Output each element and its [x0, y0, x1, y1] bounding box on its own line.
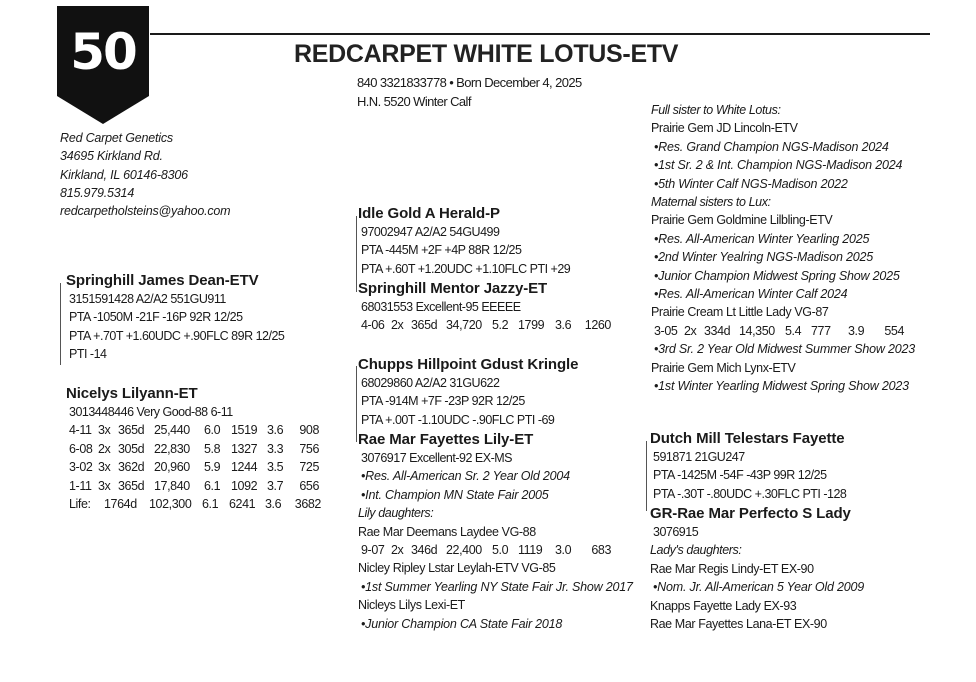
- maternal-sister-honor: •Res. All-American Winter Yearling 2025: [654, 231, 870, 246]
- breeder-name: Red Carpet Genetics: [60, 131, 173, 145]
- mgd-dam-name: GR-Rae Mar Perfecto S Lady: [650, 505, 851, 522]
- lady-daughter-name: Knapps Fayette Lady EX-93: [650, 598, 797, 613]
- maternal-gd-block: [358, 430, 633, 633]
- sire-line: 3151591428 A2/A2 551GU911: [69, 292, 226, 306]
- lot-number: 50: [70, 23, 136, 81]
- page-title: REDCARPET WHITE LOTUS-ETV: [294, 40, 679, 68]
- maternal-sister-honor: •2nd Winter Yealring NGS-Madison 2025: [654, 250, 873, 265]
- mgd-sire-line: PTA -1425M -54F -43P 99R 12/25: [653, 468, 827, 483]
- paternal-grandsire-line: 97002947 A2/A2 54GU499: [361, 225, 500, 239]
- maternal-gs-block: [358, 355, 578, 429]
- lily-daughter-honor: •1st Summer Yearling NY State Fair Jr. Show 2017: [361, 579, 633, 594]
- paternal-grandsire-line: PTA +.60T +1.20UDC +1.10FLC PTI +29: [361, 261, 571, 276]
- lily-daughter-name: Nicley Ripley Lstar Leylah-ETV VG-85: [358, 561, 556, 576]
- maternal-sister-name: Prairie Gem Mich Lynx-ETV: [651, 360, 796, 375]
- dam-record-row: 4-11 3x 365d 25,440 6.0 1519 3.6 908: [69, 423, 319, 438]
- dam-record-row: 1-11 3x 365d 17,840 6.1 1092 3.7 656: [69, 478, 319, 493]
- lily-daughters-label: Lily daughters:: [358, 506, 434, 521]
- maternal-sister-record: 3-05 2x 334d 14,350 5.4 777 3.9 554: [654, 323, 904, 338]
- lily-daughter-record: 9-07 2x 346d 22,400 5.0 1119 3.0 683: [361, 543, 611, 558]
- dam-block: [66, 384, 321, 513]
- maternal-sister-honor: •Junior Champion Midwest Spring Show 2025: [654, 268, 900, 283]
- lily-daughter-name: Rae Mar Deemans Laydee VG-88: [358, 524, 536, 539]
- maternal-granddam-name: Rae Mar Fayettes Lily-ET: [358, 431, 534, 448]
- mgd-bracket: [646, 441, 647, 511]
- full-sister-honor: •1st Sr. 2 & Int. Champion NGS-Madison 2024: [654, 158, 903, 173]
- paternal-grandsire-line: PTA -445M +2F +4P 88R 12/25: [361, 243, 522, 258]
- dam-id-line: 3013448446 Very Good-88 6-11: [69, 405, 233, 419]
- breeder-phone: 815.979.5314: [60, 185, 135, 200]
- paternal-granddam-name: Springhill Mentor Jazzy-ET: [358, 280, 548, 297]
- lady-daughter-name: Rae Mar Regis Lindy-ET EX-90: [650, 561, 814, 576]
- lily-daughter-name: Nicleys Lilys Lexi-ET: [358, 598, 465, 613]
- maternal-sister-name: Prairie Cream Lt Little Lady VG-87: [651, 305, 829, 320]
- registration-line: 840 3321833778 • Born December 4, 2025: [357, 75, 582, 90]
- lady-daughter-name: Rae Mar Fayettes Lana-ET EX-90: [650, 617, 827, 632]
- lady-daughters-label: Lady's daughters:: [650, 543, 742, 558]
- maternal-sisters-label: Maternal sisters to Lux:: [651, 195, 771, 210]
- paternal-grandsire-name: Idle Gold A Herald-P: [358, 205, 500, 222]
- header-rule: [150, 33, 930, 35]
- mgd-dam-block: [650, 504, 864, 633]
- full-sister-honor: •Res. Grand Champion NGS-Madison 2024: [654, 139, 889, 154]
- maternal-grandsire-line: PTA +.00T -1.10UDC -.90FLC PTI -69: [361, 412, 555, 427]
- sisters-block: [651, 101, 915, 396]
- sire-name: Springhill James Dean-ETV: [66, 272, 259, 289]
- maternal-sister-honor: •1st Winter Yearling Midwest Spring Show 2023: [654, 379, 909, 394]
- dam-name: Nicelys Lilyann-ET: [66, 385, 198, 402]
- paternal-granddam-record: 4-06 2x 365d 34,720 5.2 1799 3.6 1260: [361, 318, 611, 333]
- maternal-grandsire-line: 68029860 A2/A2 31GU622: [361, 376, 500, 390]
- paternal-granddam-id: 68031553 Excellent-95 EEEEE: [361, 300, 521, 314]
- dam-lifetime-row: Life: 1764d 102,300 6.1 6241 3.6 3682: [69, 497, 321, 512]
- maternal-granddam-honor: •Res. All-American Sr. 2 Year Old 2004: [361, 469, 570, 484]
- dam-record-row: 6-08 2x 305d 22,830 5.8 1327 3.3 756: [69, 441, 319, 456]
- mgd-sire-line: PTA -.30T -.80UDC +.30FLC PTI -128: [653, 486, 847, 501]
- full-sister-label: Full sister to White Lotus:: [651, 103, 781, 117]
- lily-daughter-honor: •Junior Champion CA State Fair 2018: [361, 616, 563, 631]
- breeder-contact: [60, 129, 230, 220]
- sire-block: [66, 271, 284, 364]
- mgd-sire-block: [650, 429, 846, 503]
- maternal-grandsire-name: Chupps Hillpoint Gdust Kringle: [358, 356, 579, 373]
- mgd-sire-name: Dutch Mill Telestars Fayette: [650, 430, 845, 447]
- maternal-sister-honor: •Res. All-American Winter Calf 2024: [654, 287, 848, 302]
- sire-line: PTA +.70T +1.60UDC +.90FLC 89R 12/25: [69, 328, 285, 343]
- mgd-sire-line: 591871 21GU247: [653, 450, 745, 464]
- full-sister-name: Prairie Gem JD Lincoln-ETV: [651, 121, 798, 136]
- full-sister-honor: •5th Winter Calf NGS-Madison 2022: [654, 176, 848, 191]
- mgd-dam-id: 3076915: [653, 525, 699, 539]
- sire-line: PTI -14: [69, 347, 107, 362]
- maternal-granddam-honor: •Int. Champion MN State Fair 2005: [361, 487, 549, 502]
- dam-record-row: 3-02 3x 362d 20,960 5.9 1244 3.5 725: [69, 460, 319, 475]
- herd-number-line: H.N. 5520 Winter Calf: [357, 94, 471, 109]
- lady-daughter-honor: •Nom. Jr. All-American 5 Year Old 2009: [653, 580, 864, 595]
- paternal-gs-block: [358, 204, 570, 278]
- paternal-bracket: [356, 216, 357, 292]
- maternal-sister-name: Prairie Gem Goldmine Lilbling-ETV: [651, 213, 833, 228]
- maternal-granddam-id: 3076917 Excellent-92 EX-MS: [361, 451, 512, 465]
- maternal-bracket: [356, 366, 357, 442]
- sire-bracket: [60, 283, 61, 365]
- breeder-address-1: 34695 Kirkland Rd.: [60, 149, 163, 164]
- lot-badge: [57, 6, 149, 124]
- breeder-email: redcarpetholsteins@yahoo.com: [60, 204, 231, 219]
- sire-line: PTA -1050M -21F -16P 92R 12/25: [69, 310, 243, 325]
- maternal-sister-honor: •3rd Sr. 2 Year Old Midwest Summer Show 2023: [654, 342, 915, 357]
- paternal-gd-block: [358, 279, 611, 335]
- maternal-grandsire-line: PTA -914M +7F -23P 92R 12/25: [361, 394, 525, 409]
- breeder-address-2: Kirkland, IL 60146-8306: [60, 167, 188, 182]
